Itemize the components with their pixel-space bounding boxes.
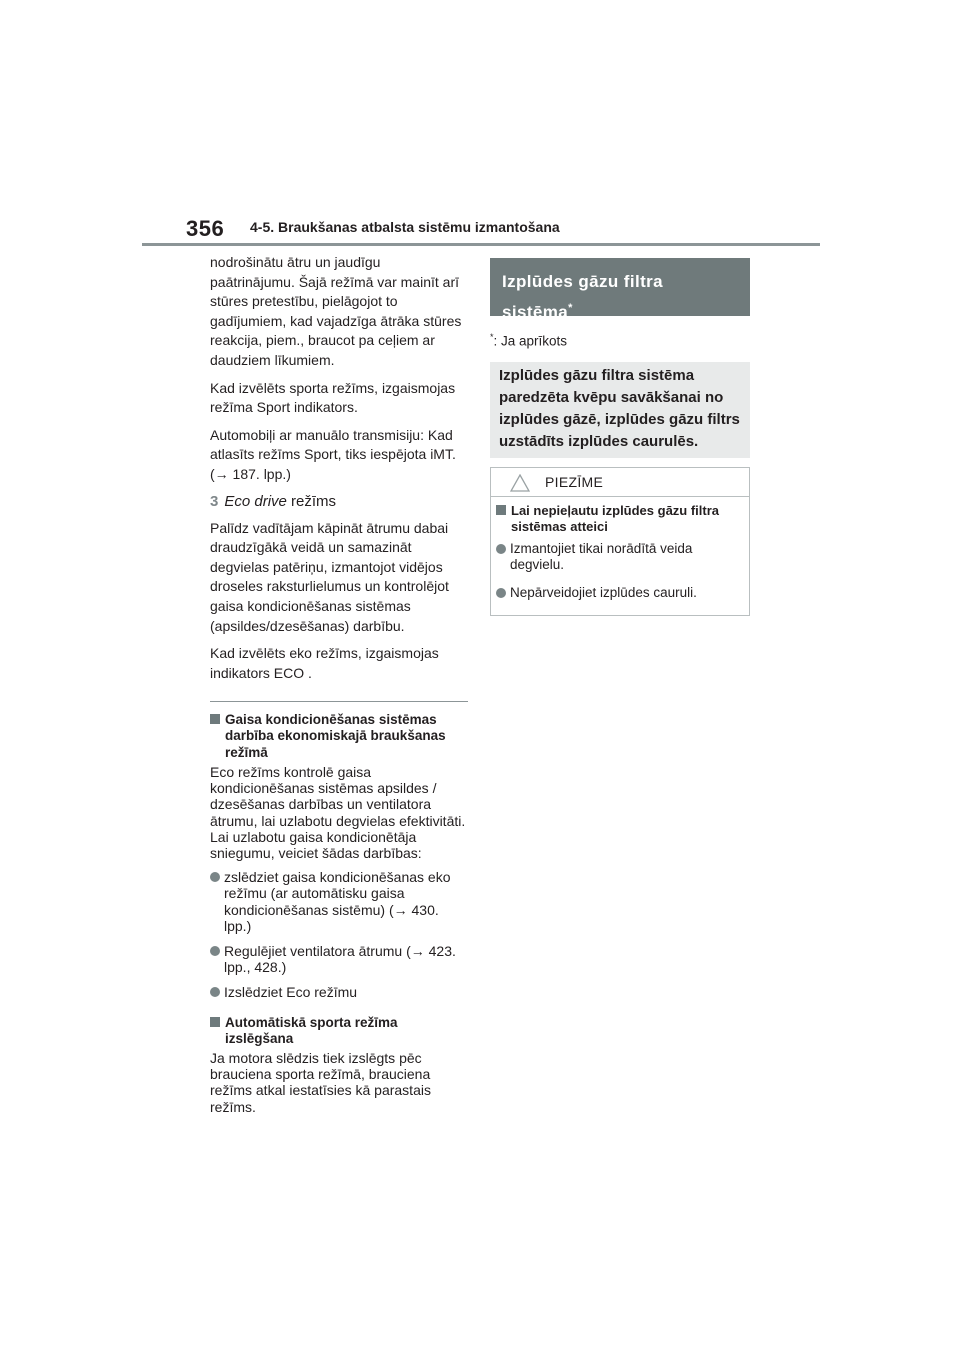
right-column (490, 258, 750, 616)
banner-title-text: Izplūdes gāzu filtra sistēma (502, 272, 664, 322)
paragraph-ac-eco: Eco režīms kontrolē gaisa kondicionēšanas sistēmas apsildes / dzesēšanas darbības un ventilatora ātrumu, lai uzlabotu degvielas efektivitāti. Lai uzlabotu gaisa kondicionētāja sniegumu, veiciet šādas darbības: (210, 763, 466, 861)
list-item-text: Izslēdziet Eco režīmu (224, 984, 358, 1001)
list-item (210, 943, 468, 975)
paragraph-manual-transmission: Automobiļi ar manuālo transmisiju: Kad atlasīts režīms Sport, tiks iespējota iMT. (→ 187. lpp.) (210, 426, 456, 482)
paragraph-auto-sport: Ja motora slēdzis tiek izslēgts pēc brauciena sporta režīmā, brauciena režīms atkal iestatīsies kā parastais režīms. (210, 1049, 431, 1115)
paragraph-sport-mode: nodrošinātu ātru un jaudīgu paātrinājumu. Šajā režīmā var mainīt arī stūres pretestību, pielāgojot to gadījumiem, kad vajadzīga ātrāka stūres reakcija, piem., braucot pa ceļiem ar daudziem līkumiem. (210, 254, 462, 368)
column-divider (210, 701, 468, 702)
note-label: PIEZĪME (545, 473, 604, 490)
list-item (496, 585, 741, 601)
section-banner (490, 258, 750, 322)
paragraph-eco-description: Palīdz vadītājam kāpināt ātrumu dabai draudzīgākā veidā un samazināt degvielas patēriņu, izmantojot vidējos droseles raksturlielumus un kontrolējot gaisa kondicionēšanas sistēmas (apsildes/dzesēšanas) darbību. (210, 519, 449, 634)
footnote-asterisk: * (490, 332, 494, 342)
step-number: 3 (210, 492, 219, 510)
banner-asterisk: * (568, 302, 573, 314)
round-bullet-icon (496, 588, 506, 598)
round-bullet-icon (210, 946, 220, 956)
square-bullet-icon (210, 1017, 220, 1027)
banner-title (502, 268, 738, 326)
subsection-heading-ac-text: Gaisa kondicionēšanas sistēmas darbība ekonomiskajā braukšanas režīmā (225, 712, 446, 760)
note-heading-text: Lai nepieļautu izplūdes gāzu filtra sistēmas atteici (511, 502, 720, 534)
paragraph-sport-indicator: Kad izvēlēts sporta režīms, izgaismojas režīma Sport indikators. (210, 379, 456, 416)
square-bullet-icon (496, 505, 506, 515)
list-item (496, 541, 741, 573)
subsection-heading-auto-sport (210, 1015, 468, 1047)
section-title: 4-5. Braukšanas atbalsta sistēmu izmantošana (250, 219, 560, 235)
subsection-heading-ac (210, 712, 468, 761)
list-item (210, 869, 468, 934)
note-heading (496, 503, 741, 535)
paragraph-eco-indicator: Kad izvēlēts eko režīms, izgaismojas indikators ECO . (210, 645, 439, 681)
step-heading-eco (210, 493, 468, 510)
square-bullet-icon (210, 714, 220, 724)
list-item-text: zslēdziet gaisa kondicionēšanas eko režīmu (ar automātisku gaisa kondicionēšanas sistēmu) (→ 430. lpp.) (224, 869, 451, 934)
header-divider (142, 243, 820, 246)
list-item-text: Regulējiet ventilatora ātrumu (→ 423. lpp., 428.) (224, 942, 456, 976)
step-name: Eco drive (224, 492, 287, 510)
round-bullet-icon (496, 544, 506, 554)
list-item (210, 984, 468, 1000)
warning-icon (510, 474, 530, 492)
footnote-text: : Ja aprīkots (493, 333, 568, 349)
list-item-text: Nepārveidojiet izplūdes cauruli. (510, 585, 697, 601)
list-item-text: Izmantojiet tikai norādītā veida degvielu. (510, 540, 693, 573)
intro-box: Izplūdes gāzu filtra sistēma paredzēta kvēpu savākšanai no izplūdes gāzē, izplūdes gāzu filtrs uzstādīts izplūdes caurulēs. (490, 362, 750, 458)
round-bullet-icon (210, 872, 220, 882)
round-bullet-icon (210, 987, 220, 997)
subsection-heading-auto-sport-text: Automātiskā sporta režīma izslēgšana (225, 1014, 398, 1046)
note-header (491, 468, 749, 497)
note-body (491, 497, 749, 615)
step-suffix: režīms (286, 492, 337, 510)
left-column (210, 253, 468, 1123)
footnote (490, 332, 750, 349)
note-box (490, 467, 750, 616)
page-number: 356 (186, 216, 225, 241)
